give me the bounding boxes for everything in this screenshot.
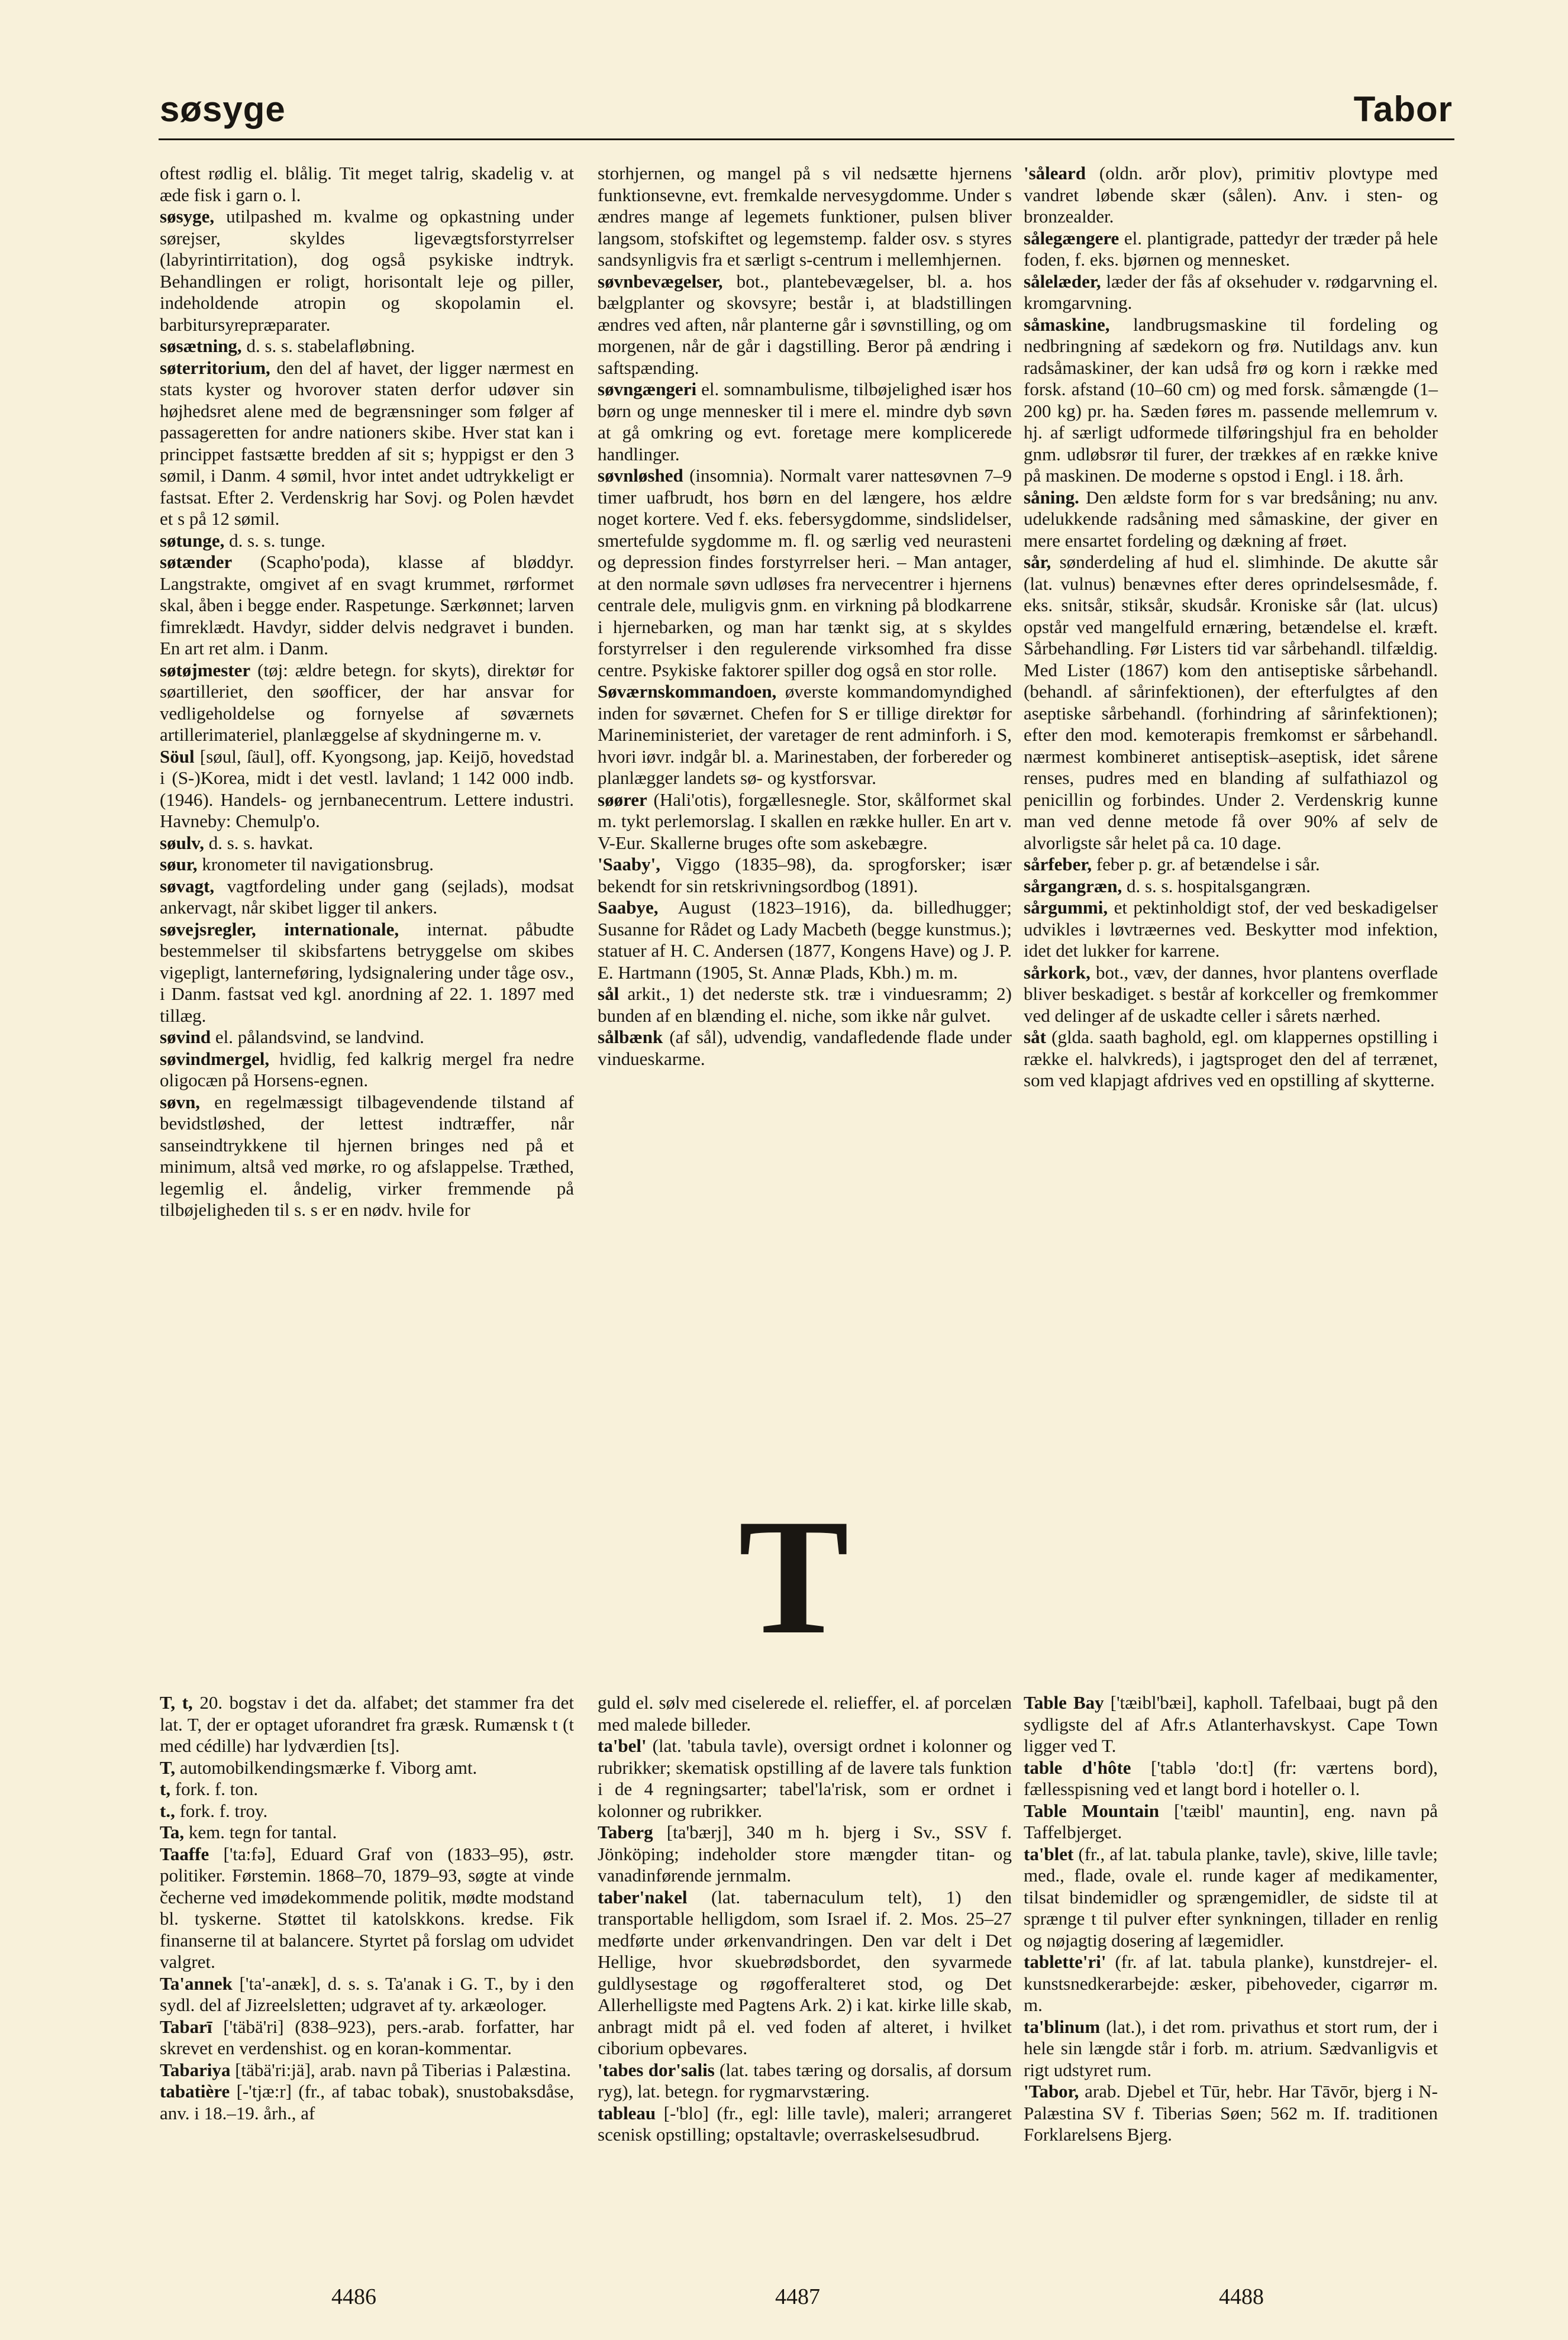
entry-headword: sålbænk xyxy=(598,1027,663,1047)
dictionary-entry xyxy=(1024,1757,1438,1800)
entry-headword: sårfeber, xyxy=(1024,854,1092,874)
entry-headword: såt xyxy=(1024,1027,1046,1047)
entry-text: fork. f. troy. xyxy=(175,1800,268,1821)
page-number-3: 4488 xyxy=(1219,2284,1264,2309)
entry-text: d. s. s. havkat. xyxy=(204,832,314,853)
dictionary-entry xyxy=(598,379,1012,465)
entry-headword: sålelæder, xyxy=(1024,270,1101,292)
dictionary-entry xyxy=(160,1822,574,1844)
dictionary-entry xyxy=(160,206,574,335)
entry-text: den del af havet, der ligger nærmest en stats kyster og hvorover staten derfor udøver sin højhedsret alene med de begrænsninger som følger af passageretten for andre nationers skibe. Hver stat kan i princippet fastsætte bredden af sit s; hyppigst er den 3 sømil, i Danm. 4 sømil, hvor intet andet udtrykkeligt er fastsat. Efter 2. Verdenskrig har Sovj. og Polen hævdet et s på 12 sømil. xyxy=(160,357,574,529)
entry-headword: Taaffe xyxy=(160,1843,209,1864)
entry-headword: Taberg xyxy=(598,1822,653,1842)
entry-text: [søul, ſäul], off. Kyongsong, jap. Keijō, hovedstad i (S-)Korea, midt i det vestl. lavland; 1 142 000 indb. (1946). Handels- og jernbanecentrum. Lettere industri. Havneby: Chemulp'o. xyxy=(160,745,574,831)
dictionary-entry xyxy=(1024,2016,1438,2081)
entry-text: ['ta:fə], Eduard Graf von (1833–95), østr. politiker. Førstemin. 1868–70, 1879–93, søgte at vinde čecherne ved imødekommende politik, mødte modstand bl. tyskerne. Støttet til katolskkons. kredse. Fik finanserne til at balancere. Styrtet på forslag om udvidet valgret. xyxy=(160,1843,574,1972)
entry-headword: søører xyxy=(598,789,647,810)
entry-text: (lat. 'tabula tavle), oversigt ordnet i kolonner og rubrikker; skematisk opstilling af de lavere tals funktion i de 4 regningsarter; tabel'la'risk, som er ordnet i kolonner og rubrikker. xyxy=(598,1735,1012,1821)
entry-text: August (1823–1916), da. billedhugger; Susanne for Rådet og Lady Macbeth (begge kunstmus.); statuer af H. C. Andersen (1877, Kongens Have) og J. P. E. Hartmann (1905, St. Annæ Plads, Kbh.) m. m. xyxy=(598,897,1012,983)
entry-text: (oldn. arðr plov), primitiv plovtype med vandret løbende skær (sålen). Anv. i sten- og bronzealder. xyxy=(1024,163,1438,227)
dictionary-entry xyxy=(1024,1951,1438,2016)
entry-headword: søsyge, xyxy=(160,206,215,227)
dictionary-entry xyxy=(160,660,574,746)
entry-text: (lat. tabes tæring og dorsalis, af dorsum ryg), lat. betegn. for rygmarvstæring. xyxy=(598,2059,1012,2102)
dictionary-entry xyxy=(1024,1844,1438,1952)
dictionary-entry xyxy=(598,2060,1012,2103)
dictionary-entry xyxy=(598,271,1012,379)
dictionary-entry xyxy=(1024,897,1438,962)
entry-headword: sålegængere xyxy=(1024,227,1119,248)
entry-headword: 'tabes dor'salis xyxy=(598,2059,715,2080)
guide-word-right: Tabor xyxy=(1353,89,1453,129)
entry-headword: Table Mountain xyxy=(1024,1800,1160,1821)
entry-headword: t., xyxy=(160,1800,175,1821)
column-top-2 xyxy=(598,163,1012,1070)
entry-text: bot., plantebevægelser, bl. a. hos bælgplanter og skovsyre; består i, at bladstillingen ændres ved aften, når planterne går i søvnstilling, og om morgenen, når de går i dagstilling. Beror på ændring i saftspænding. xyxy=(598,270,1012,378)
entry-headword: 'Tabor, xyxy=(1024,2081,1079,2102)
entry-headword: tableau xyxy=(598,2102,656,2123)
entry-text: el. somnambulisme, tilbøjelighed især hos børn og unge mennesker til i mere el. mindre dyb søvn at gå omkring og evt. foretage mere komplicerede handlinger. xyxy=(598,379,1012,464)
entry-headword: søvn, xyxy=(160,1091,201,1112)
dictionary-entry xyxy=(1024,163,1438,228)
dictionary-entry xyxy=(160,1048,574,1092)
entry-headword: søtøjmester xyxy=(160,659,251,680)
entry-headword: Saabye, xyxy=(598,897,659,918)
entry-text: guld el. sølv med ciselerede el. relieffer, el. af porcelæn med malede billeder. xyxy=(598,1692,1012,1735)
dictionary-entry xyxy=(160,919,574,1027)
entry-headword: table d'hôte xyxy=(1024,1757,1131,1778)
dictionary-entry xyxy=(598,854,1012,897)
dictionary-entry xyxy=(160,832,574,854)
column-top-1 xyxy=(160,163,574,1221)
entry-headword: søvngængeri xyxy=(598,379,697,399)
entry-headword: Tabariya xyxy=(160,2059,231,2080)
entry-text: [täbä'ri:jä], arab. navn på Tiberias i Palæstina. xyxy=(230,2059,571,2080)
entry-text: arkit., 1) det nederste stk. træ i vinduesramm; 2) bunden af en blænding el. niche, som ikke når gulvet. xyxy=(598,983,1012,1026)
entry-text: (tøj: ældre betegn. for skyts), direktør for søartilleriet, den søofficer, der har ansvar for vedligeholdelse og fornyelse af søværnets artillerimateriel, planlæggelse af skydningerne m. v. xyxy=(160,659,574,745)
dictionary-entry xyxy=(160,530,574,552)
entry-headword: Ta, xyxy=(160,1822,185,1842)
entry-headword: T, xyxy=(160,1757,176,1778)
entry-headword: søur, xyxy=(160,854,198,874)
entry-headword: Søværnskommandoen, xyxy=(598,681,777,702)
entry-headword: søtænder xyxy=(160,551,233,572)
entry-headword: ta'blinum xyxy=(1024,2016,1101,2037)
entry-text: [-'blo] (fr., egl: lille tavle), maleri; arrangeret scenisk opstilling; opstaltavle; overraskelsesudbrud. xyxy=(598,2102,1012,2145)
dictionary-entry xyxy=(160,1757,574,1779)
entry-text: ['tæibl' mauntin], eng. navn på Taffelbjerget. xyxy=(1024,1800,1438,1842)
dictionary-entry xyxy=(160,163,574,206)
entry-headword: søtunge, xyxy=(160,530,225,551)
entry-text: (fr., af lat. tabula planke, tavle), skive, lille tavle; med., flade, ovale el. runde kager af medikamenter, tilsat bindemidler og sprængemidler, de sidste til at sprænge t til pulver efter synkningen, tillader en renlig og nøjagtig dosering af lægemidler. xyxy=(1024,1843,1438,1951)
entry-text: 20. bogstav i det da. alfabet; det stammer fra det lat. T, der er optaget uforandret fra græsk. Rumænsk t (t med cédille) har lydværdien [ts]. xyxy=(160,1692,575,1756)
dictionary-entry xyxy=(598,983,1012,1027)
entry-text: [ta'bærj], 340 m h. bjerg i Sv., SSV f. Jönköping; indeholder store mængder titan- og vanadinførende jernmalm. xyxy=(598,1822,1012,1886)
entry-text: internat. påbudte bestemmelser til skibsfartens betryggelse om skibes vigepligt, lanterneføring, lydsignalering under tåge osv., i Danm. fastsat ved kgl. anordning af 22. 1. 1897 med tillæg. xyxy=(160,918,574,1026)
entry-text: arab. Djebel et Tūr, hebr. Har Tāvōr, bjerg i N-Palæstina SV f. Tiberias Søen; 562 m. If. traditionen Forklarelsens Bjerg. xyxy=(1024,2081,1438,2145)
entry-text: feber p. gr. af betændelse i sår. xyxy=(1092,854,1320,874)
entry-headword: søulv, xyxy=(160,832,204,853)
entry-headword: ta'bel' xyxy=(598,1735,647,1756)
column-top-3 xyxy=(1024,163,1438,1092)
entry-text: (lat.), i det rom. privathus et stort rum, der i hele sin længde står i forb. m. atrium. Sædvanligvis et rigt udstyret rum. xyxy=(1024,2016,1438,2080)
entry-headword: søterritorium, xyxy=(160,357,270,378)
dictionary-entry xyxy=(598,681,1012,789)
dictionary-entry xyxy=(598,163,1012,271)
dictionary-entry xyxy=(160,1779,574,1800)
dictionary-entry xyxy=(598,2103,1012,2146)
entry-text: [-'tjæ:r] (fr., af tabac tobak), snustobaksdåse, anv. i 18.–19. årh., af xyxy=(160,2081,574,2123)
entry-text: (Scapho'poda), klasse af bløddyr. Langstrakte, omgivet af en svagt krummet, rørformet skal, åben i begge ender. Raspetunge. Særkønnet; larven fimreklædt. Havdyr, sidder delvis nedgravet i bunden. En art ret alm. i Danm. xyxy=(160,551,574,659)
entry-headword: sårgummi, xyxy=(1024,897,1108,918)
entry-text: oftest rødlig el. blålig. Tit meget talrig, skadelig v. at æde fisk i garn o. l. xyxy=(160,163,574,205)
entry-text: kem. tegn for tantal. xyxy=(184,1822,337,1842)
dictionary-entry xyxy=(598,465,1012,681)
entry-text: bot., væv, der dannes, hvor plantens overflade bliver beskadiget. s består af korkceller og fremkommer ved delinger af de uskadte celler i sårets nærhed. xyxy=(1024,961,1438,1026)
entry-text: el. pålandsvind, se landvind. xyxy=(211,1027,424,1047)
entry-headword: såmaskine, xyxy=(1024,314,1110,335)
entry-text: ['täbä'ri] (838–923), pers.-arab. forfatter, har skrevet en verdenshist. og en koran-kommentar. xyxy=(160,2016,574,2058)
entry-text: en regelmæssigt tilbagevendende tilstand af bevidstløshed, der lettest indtræffer, når sanseindtrykkene til hjernen bringes ned på et minimum, altså ved mørke, ro og afslappelse. Træthed, legemlig el. åndelig, virker fremmende på tilbøjeligheden til s. s er en nødv. hvile for xyxy=(160,1091,574,1220)
entry-text: fork. f. ton. xyxy=(170,1779,259,1799)
column-bottom-1 xyxy=(160,1692,574,2124)
dictionary-entry xyxy=(160,1092,574,1221)
entry-headword: sårkork, xyxy=(1024,961,1090,983)
dictionary-entry xyxy=(1024,551,1438,854)
dictionary-entry xyxy=(1024,2081,1438,2146)
entry-text: et pektinholdigt stof, der ved beskadigelser udvikles i løvtræernes ved. Beskytter mod infektion, idet det lukker for karrene. xyxy=(1024,897,1438,961)
entry-headword: taber'nakel xyxy=(598,1886,688,1907)
entry-headword: ta'blet xyxy=(1024,1843,1074,1864)
entry-headword: søvejsregler, internationale, xyxy=(160,918,399,940)
entry-text: d. s. s. tunge. xyxy=(224,530,325,551)
dictionary-entry xyxy=(160,1973,574,2016)
dictionary-entry xyxy=(1024,487,1438,552)
dictionary-entry xyxy=(1024,314,1438,487)
entry-text: øverste kommandomyndighed inden for søværnet. Chefen for S er tillige direktør for Marineministeriet, der varetager de rent adminforh. i S, hvori iøvr. indgår bl. a. Marinestaben, der forbereder og planlægger landets sø- og kystforsvar. xyxy=(598,681,1012,788)
entry-headword: søvnløshed xyxy=(598,465,683,486)
entry-text: ['ta'-anæk], d. s. s. Ta'anak i G. T., by i den sydl. del af Jizreelsletten; udgravet af ty. arkæologer. xyxy=(160,1973,574,2015)
entry-headword: såning. xyxy=(1024,486,1079,508)
entry-text: landbrugsmaskine til fordeling og nedbringning af sædekorn og frø. Nutildags anv. kun radsåmaskiner, der kan udså frø og korn i række med forsk. afstand (10–60 cm) og med forsk. såmængde (1–200 kg) pr. ha. Sæden føres m. passende mellemrum v. hj. af særligt udformede tilføringshjul fra en beholder gnm. udløbsrør til furer, der trækkes af en række knive på maskinen. De moderne s opstod i Engl. i 18. årh. xyxy=(1024,314,1438,486)
entry-text: Viggo (1835–98), da. sprogforsker; især bekendt for sin retskrivningsordbog (1891). xyxy=(598,854,1012,896)
dictionary-entry xyxy=(160,2016,574,2060)
entry-headword: søvnbevægelser, xyxy=(598,270,723,292)
dictionary-entry xyxy=(1024,1027,1438,1092)
entry-headword: sål xyxy=(598,983,620,1004)
dictionary-entry xyxy=(160,335,574,357)
entry-text: (Hali'otis), forgællesnegle. Stor, skålformet skal m. tykt perlemorslag. I skallen en række huller. En art v. V-Eur. Skallerne bruges ofte som askebægre. xyxy=(598,789,1012,853)
column-bottom-3 xyxy=(1024,1692,1438,2146)
page-number-2: 4487 xyxy=(775,2284,820,2309)
entry-headword: 'såleard xyxy=(1024,163,1086,183)
entry-headword: tabatière xyxy=(160,2081,230,2102)
dictionary-entry xyxy=(160,2081,574,2124)
dictionary-entry xyxy=(598,789,1012,854)
entry-text: el. plantigrade, pattedyr der træder på hele foden, f. eks. bjørnen og mennesket. xyxy=(1024,227,1438,270)
entry-text: (insomnia). Normalt varer nattesøvnen 7–9 timer uafbrudt, hos børn en del længere, hos ældre noget kortere. Ved f. eks. febersygdomme, sindslidelser, smertefulde sygdomme m. fl. og særlig ved neurasteni og depression findes forstyrrelser heri. – Man antager, at den normale søvn udløses fra nervecentrer i hjernens centrale dele, muligvis gnm. en virkning på blodkarrene i hjernebarken, og man har tænkt sig, at s skyldes forstyrrelser i den regulerende virksomhed fra disse centre. Psykiske faktorer spiller dog også en stor rolle. xyxy=(598,465,1012,680)
dictionary-entry xyxy=(1024,962,1438,1027)
dictionary-entry xyxy=(160,1800,574,1822)
entry-headword: T, t, xyxy=(160,1692,193,1713)
entry-text: (af sål), udvendig, vandafledende flade under vindueskarme. xyxy=(598,1027,1012,1069)
dictionary-entry xyxy=(1024,876,1438,898)
entry-text: (fr. af lat. tabula planke), kunstdrejer- el. kunstsnedkerarbejde: æsker, pibehoveder, cigarrør m. m. xyxy=(1024,1951,1438,2015)
dictionary-entry xyxy=(160,1027,574,1048)
entry-headword: Ta'annek xyxy=(160,1973,233,1994)
dictionary-entry xyxy=(160,357,574,530)
entry-headword: søvind xyxy=(160,1027,211,1047)
entry-text: sønderdeling af hud el. slimhinde. De akutte sår (lat. vulnus) benævnes efter deres oprindelsesmåde, f. eks. snitsår, stiksår, skudsår. Kroniske sår (lat. ulcus) opstår ved mangelfuld ernæring, betændelse el. kræft. Sårbehandling. Før Listers tid var sårbehandl. tilfældig. Med Lister (1867) kom den antiseptiske sårbehandl. (behandl. af sårinfektionen), der efterfulgtes af den aseptiske sårbehandl. (forhindring af sårinfektionen); efter den mod. kemoterapis fremkomst er sårbehandl. nærmest kombineret antiseptisk–aseptisk, idet sårene renses, pudres med en blanding af sulfathiazol og penicillin og forbindes. Under 2. Verdenskrig kunne man ved denne metode få over 90% af selv de alvorligste sår helet på ca. 10 dage. xyxy=(1024,551,1438,853)
entry-headword: tablette'ri' xyxy=(1024,1951,1106,1972)
entry-headword: sår, xyxy=(1024,551,1051,572)
dictionary-entry xyxy=(598,1692,1012,1735)
dictionary-entry xyxy=(160,2060,574,2081)
dictionary-entry xyxy=(598,1027,1012,1070)
entry-headword: 'Saaby', xyxy=(598,854,660,874)
dictionary-entry xyxy=(598,1822,1012,1887)
entry-text: (glda. saath baghold, egl. om klappernes opstilling i række el. halvkreds), i jagtsproget den del af terrænet, som ved klapjagt afdrives ved en opstilling af skytterne. xyxy=(1024,1027,1438,1090)
dictionary-entry xyxy=(598,1735,1012,1822)
dictionary-entry xyxy=(160,1844,574,1973)
entry-headword: t, xyxy=(160,1779,171,1799)
dictionary-entry xyxy=(1024,854,1438,876)
entry-text: storhjernen, og mangel på s vil nedsætte hjernens funktionsevne, evt. fremkalde nervesygdomme. Under s ændres mange af legemets funktioner, pulsen bliver langsom, stofskiftet og legemstemp. falder osv. s styres sandsynligvis fra et særligt s-centrum i mellemhjernen. xyxy=(598,163,1012,270)
entry-text: automobilkendingsmærke f. Viborg amt. xyxy=(175,1757,478,1778)
entry-headword: Table Bay xyxy=(1024,1692,1104,1713)
entry-text: ['tablə 'do:t] (fr: værtens bord), fællesspisning ved et langt bord i hoteller o. l. xyxy=(1024,1757,1438,1799)
entry-headword: søvindmergel, xyxy=(160,1048,270,1069)
entry-text: Den ældste form for s var bredsåning; nu anv. udelukkende radsåning med såmaskine, der giver en mere ensartet fordeling og dækning af frøet. xyxy=(1024,486,1438,551)
entry-text: hvidlig, fed kalkrig mergel fra nedre oligocæn på Horsens-egnen. xyxy=(160,1048,574,1090)
dictionary-entry xyxy=(160,1692,574,1757)
dictionary-entry xyxy=(1024,1692,1438,1757)
column-bottom-2 xyxy=(598,1692,1012,2146)
entry-text: kronometer til navigationsbrug. xyxy=(197,854,434,874)
guide-word-left: søsyge xyxy=(160,89,286,129)
entry-headword: sårgangræn, xyxy=(1024,875,1122,896)
dictionary-entry xyxy=(160,854,574,876)
dictionary-entry xyxy=(1024,271,1438,314)
page-number-1: 4486 xyxy=(331,2284,376,2309)
entry-headword: søsætning, xyxy=(160,335,242,356)
entry-text: læder der fås af oksehuder v. rødgarvning el. kromgarvning. xyxy=(1024,270,1438,313)
dictionary-entry xyxy=(160,746,574,832)
dictionary-entry xyxy=(160,876,574,919)
entry-text: (lat. tabernaculum telt), 1) den transportable helligdom, som Israel if. 2. Mos. 25–27 medførte under ørkenvandringen. Den var delt i Det Hellige, hvor skuebrødsbordet, den syvarmede guldlysestage og røgofferalteret stod, og Det Allerhelligste med Pagtens Ark. 2) i kat. kirke lille skab, anbragt midt på el. ved foden af alteret, i hvilket ciborium opbevares. xyxy=(598,1886,1012,2058)
dictionary-entry xyxy=(1024,228,1438,271)
entry-headword: Söul xyxy=(160,745,195,767)
entry-text: d. s. s. stabelafløbning. xyxy=(241,335,415,356)
entry-text: ['tæibl'bæi], kapholl. Tafelbaai, bugt på den sydligste del af Afr.s Atlanterhavskyst. Cape Town ligger ved T. xyxy=(1024,1692,1438,1756)
entry-text: d. s. s. hospitalsgangræn. xyxy=(1122,875,1311,896)
dictionary-entry xyxy=(598,1887,1012,2060)
dictionary-entry xyxy=(598,897,1012,983)
entry-text: utilpashed m. kvalme og opkastning under sørejser, skyldes ligevægtsforstyrrelser (labyrintirritation), dog også psykiske indtryk. Behandlingen er roligt, horisontalt leje og piller, indeholdende atropin og skopolamin el. barbitursyrepræparater. xyxy=(160,206,574,335)
header-rule xyxy=(159,138,1454,140)
section-letter: T xyxy=(738,1484,849,1668)
entry-text: vagtfordeling under gang (sejlads), modsat ankervagt, når skibet ligger til ankers. xyxy=(160,875,574,918)
entry-headword: Tabarī xyxy=(160,2016,212,2037)
dictionary-entry xyxy=(1024,1800,1438,1844)
dictionary-entry xyxy=(160,551,574,660)
entry-headword: søvagt, xyxy=(160,875,215,896)
